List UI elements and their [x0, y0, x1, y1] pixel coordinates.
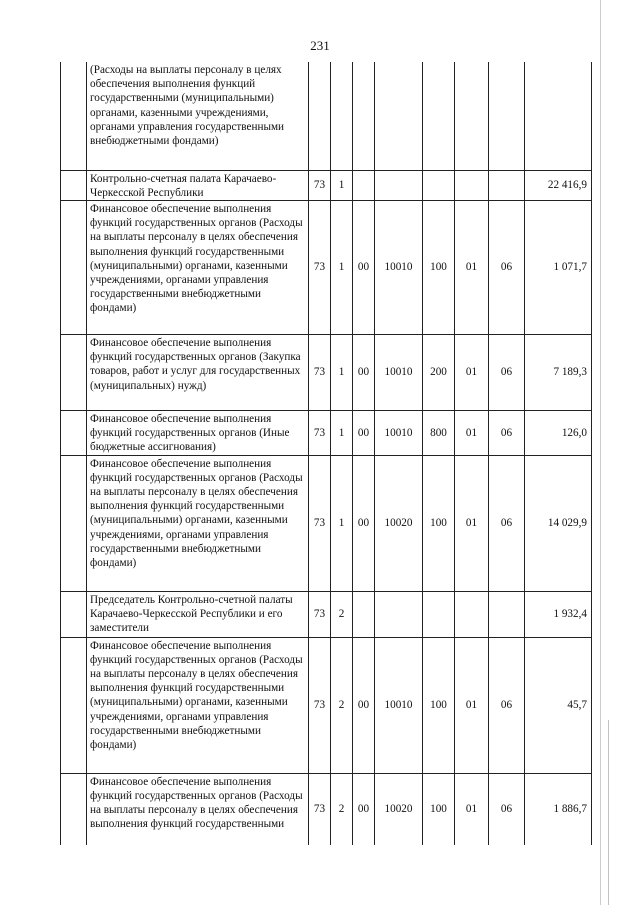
row-description: Финансовое обеспечение выполнения функций государственных органов (Иные бюджетные ассигнования) — [87, 410, 309, 455]
division-code — [455, 170, 489, 200]
program-code: 00 — [353, 334, 375, 410]
table-body — [61, 62, 592, 845]
row-description: Контрольно-счетная палата Карачаево-Черкесской Республики — [87, 170, 309, 200]
subprogram-code: 10020 — [375, 773, 423, 845]
subprogram-code — [375, 62, 423, 170]
section-code: 1 — [331, 334, 353, 410]
expense-type-code: 800 — [423, 410, 455, 455]
blank-cell — [61, 62, 87, 170]
amount-value — [525, 62, 592, 170]
subdivision-code: 06 — [489, 773, 525, 845]
blank-cell — [61, 637, 87, 773]
table-row — [61, 200, 592, 334]
subdivision-code: 06 — [489, 410, 525, 455]
subdivision-code: 06 — [489, 455, 525, 591]
ministry-code: 73 — [309, 410, 331, 455]
expense-type-code — [423, 62, 455, 170]
section-code: 1 — [331, 410, 353, 455]
amount-value: 1 932,4 — [525, 591, 592, 637]
subprogram-code — [375, 591, 423, 637]
amount-value: 22 416,9 — [525, 170, 592, 200]
ministry-code: 73 — [309, 170, 331, 200]
row-description: Финансовое обеспечение выполнения функций государственных органов (Расходы на выплаты персоналу в целях обеспечения выполнения функций государственными (муниципальными) органами, казенными учреждениями, органами управления государственными внебюджетными фондами) — [87, 637, 309, 773]
budget-table — [60, 62, 592, 845]
row-description: Финансовое обеспечение выполнения функций государственных органов (Расходы на выплаты персоналу в целях обеспечения выполнения функций государственными (муниципальными) органами, казенными учреждениями, органами управления государственными внебюджетными фондами) — [87, 455, 309, 591]
subprogram-code: 10010 — [375, 637, 423, 773]
ministry-code: 73 — [309, 334, 331, 410]
ministry-code: 73 — [309, 637, 331, 773]
program-code: 00 — [353, 200, 375, 334]
subprogram-code: 10010 — [375, 410, 423, 455]
subprogram-code: 10010 — [375, 334, 423, 410]
row-description: Финансовое обеспечение выполнения функций государственных органов (Расходы на выплаты персоналу в целях обеспечения выполнения функций государственными — [87, 773, 309, 845]
section-code: 1 — [331, 200, 353, 334]
table-row — [61, 62, 592, 170]
blank-cell — [61, 170, 87, 200]
expense-type-code: 100 — [423, 773, 455, 845]
blank-cell — [61, 334, 87, 410]
table-row — [61, 334, 592, 410]
table-row — [61, 455, 592, 591]
table-row — [61, 773, 592, 845]
section-code: 2 — [331, 773, 353, 845]
expense-type-code: 100 — [423, 200, 455, 334]
subprogram-code: 10020 — [375, 455, 423, 591]
division-code — [455, 591, 489, 637]
blank-cell — [61, 455, 87, 591]
division-code — [455, 62, 489, 170]
table-row — [61, 637, 592, 773]
row-description: Финансовое обеспечение выполнения функций государственных органов (Закупка товаров, работ и услуг для государственных (муниципальных) нужд) — [87, 334, 309, 410]
subdivision-code — [489, 591, 525, 637]
subprogram-code: 10010 — [375, 200, 423, 334]
table-row — [61, 591, 592, 637]
ministry-code — [309, 62, 331, 170]
program-code: 00 — [353, 637, 375, 773]
section-code — [331, 62, 353, 170]
ministry-code: 73 — [309, 591, 331, 637]
amount-value: 45,7 — [525, 637, 592, 773]
program-code — [353, 62, 375, 170]
row-description: Председатель Контрольно-счетной палаты Карачаево-Черкесской Республики и его заместители — [87, 591, 309, 637]
amount-value: 7 189,3 — [525, 334, 592, 410]
amount-value: 1 071,7 — [525, 200, 592, 334]
blank-cell — [61, 410, 87, 455]
blank-cell — [61, 200, 87, 334]
ministry-code: 73 — [309, 773, 331, 845]
section-code: 1 — [331, 170, 353, 200]
expense-type-code — [423, 591, 455, 637]
division-code: 01 — [455, 410, 489, 455]
expense-type-code: 200 — [423, 334, 455, 410]
ministry-code: 73 — [309, 455, 331, 591]
subprogram-code — [375, 170, 423, 200]
ministry-code: 73 — [309, 200, 331, 334]
blank-cell — [61, 773, 87, 845]
division-code: 01 — [455, 334, 489, 410]
scan-edge-line — [608, 720, 609, 905]
expense-type-code — [423, 170, 455, 200]
program-code — [353, 591, 375, 637]
expense-type-code: 100 — [423, 455, 455, 591]
program-code — [353, 170, 375, 200]
subdivision-code: 06 — [489, 334, 525, 410]
subdivision-code: 06 — [489, 637, 525, 773]
division-code: 01 — [455, 200, 489, 334]
division-code: 01 — [455, 455, 489, 591]
program-code: 00 — [353, 410, 375, 455]
table-row — [61, 170, 592, 200]
subdivision-code — [489, 170, 525, 200]
blank-cell — [61, 591, 87, 637]
amount-value: 126,0 — [525, 410, 592, 455]
scan-edge-line — [600, 0, 601, 905]
subdivision-code: 06 — [489, 200, 525, 334]
program-code: 00 — [353, 773, 375, 845]
page-number: 231 — [310, 38, 330, 53]
program-code: 00 — [353, 455, 375, 591]
row-description: Финансовое обеспечение выполнения функций государственных органов (Расходы на выплаты персоналу в целях обеспечения выполнения функций государственными (муниципальными) органами, казенными учреждениями, органами управления государственными внебюджетными фондами) — [87, 200, 309, 334]
section-code: 2 — [331, 637, 353, 773]
division-code: 01 — [455, 773, 489, 845]
section-code: 2 — [331, 591, 353, 637]
section-code: 1 — [331, 455, 353, 591]
division-code: 01 — [455, 637, 489, 773]
expense-type-code: 100 — [423, 637, 455, 773]
table-row — [61, 410, 592, 455]
row-description: (Расходы на выплаты персоналу в целях обеспечения выполнения функций государственными (муниципальными) органами, казенными учреждениями, органами управления государственными внебюджетными фондами) — [87, 62, 309, 170]
subdivision-code — [489, 62, 525, 170]
amount-value: 14 029,9 — [525, 455, 592, 591]
amount-value: 1 886,7 — [525, 773, 592, 845]
